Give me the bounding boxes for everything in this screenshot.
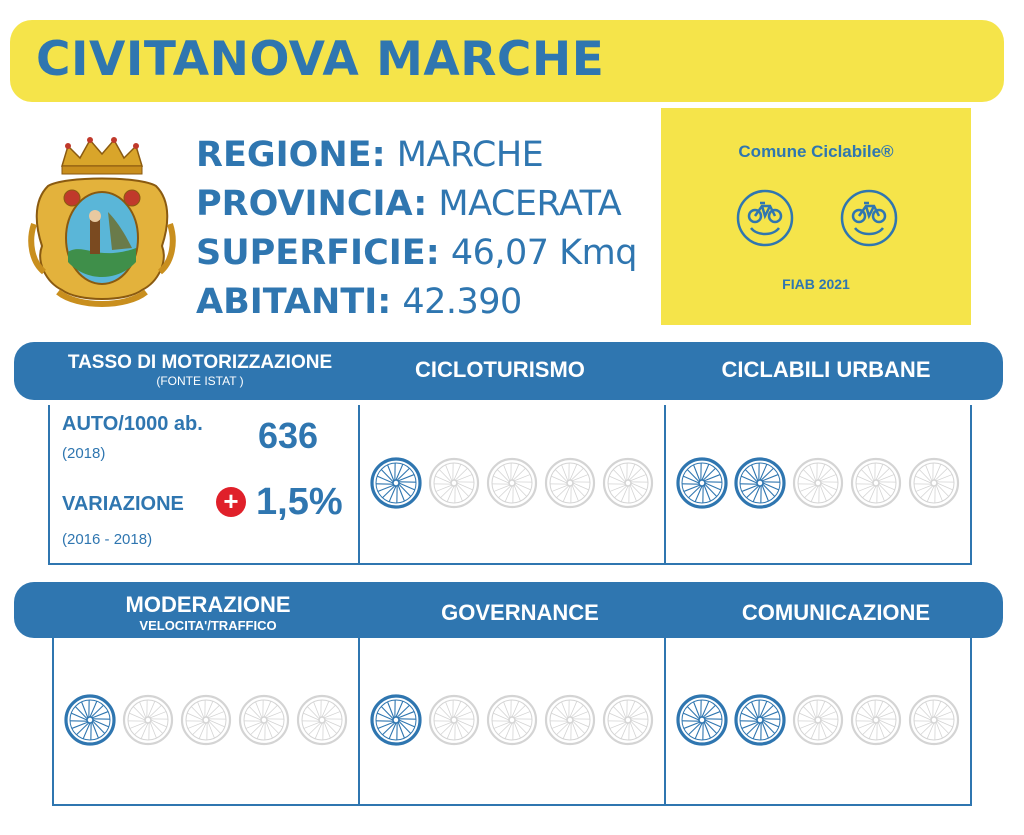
header-ciclabili-urbane: CICLABILI URBANE [721,357,931,382]
wheel-icon-inactive [122,694,174,746]
info-value: 46,07 Kmq [450,233,637,273]
rating-comunicazione [676,694,966,746]
cell-governance [358,638,666,806]
wheel-icon-inactive [602,457,654,509]
info-provincia [196,181,621,227]
wheel-icon-inactive [602,694,654,746]
header-governance: GOVERNANCE [441,600,599,625]
cell-motorizzazione [48,405,360,565]
wheel-icon-inactive [850,457,902,509]
header-comunicazione: COMUNICAZIONE [741,600,931,625]
wheel-icon-inactive [792,457,844,509]
coat-of-arms-icon [28,132,176,308]
info-superficie [196,230,637,276]
wheel-icon-inactive [238,694,290,746]
wheel-icon-inactive [908,694,960,746]
wheel-icon-inactive [296,694,348,746]
header-cicloturismo: CICLOTURISMO [415,357,585,382]
comune-ciclabile-badge [661,108,971,325]
wheel-icon-active [676,694,728,746]
header-motorizzazione-sub: (FONTE ISTAT ) [156,374,244,388]
wheel-icon-inactive [486,694,538,746]
info-label: PROVINCIA: [196,184,428,224]
auto-label: AUTO/1000 ab. [62,413,203,435]
wheel-icon-inactive [544,694,596,746]
wheel-icon-active [370,694,422,746]
header-motorizzazione: TASSO DI MOTORIZZAZIONE [67,352,333,373]
cell-comunicazione [664,638,972,806]
cell-ciclabili-urbane [664,405,972,565]
rating-cicloturismo [370,457,660,509]
section-header-band-2 [14,582,1003,638]
cell-moderazione [52,638,360,806]
page-title: CIVITANOVA MARCHE [36,32,605,87]
info-value: MACERATA [438,184,622,224]
variazione-label: VARIAZIONE [62,493,184,515]
wheel-icon-inactive [428,694,480,746]
header-moderazione: MODERAZIONE [125,592,291,617]
badge-title: Comune Ciclabile® [738,142,894,161]
variazione-value: 1,5% [256,481,343,523]
wheel-icon-inactive [908,457,960,509]
auto-year: (2018) [62,445,106,462]
wheel-icon-active [370,457,422,509]
header-moderazione-sub: VELOCITA'/TRAFFICO [139,618,277,633]
section-header-band-1 [14,342,1003,400]
smiling-bike-icon [839,188,899,248]
wheel-icon-active [64,694,116,746]
info-regione [196,132,543,178]
wheel-icon-active [734,457,786,509]
rating-moderazione [64,694,354,746]
wheel-icon-inactive [428,457,480,509]
plus-icon: + [216,487,246,517]
rating-ciclabili-urbane [676,457,966,509]
wheel-icon-inactive [180,694,232,746]
auto-value: 636 [258,415,319,456]
rating-governance [370,694,660,746]
info-value: 42.390 [402,282,522,322]
info-label: REGIONE: [196,135,386,175]
wheel-icon-active [676,457,728,509]
wheel-icon-inactive [544,457,596,509]
cell-cicloturismo [358,405,666,565]
info-abitanti [196,279,522,325]
info-value: MARCHE [396,135,544,175]
smiling-bike-icon [735,188,795,248]
wheel-icon-inactive [486,457,538,509]
info-label: SUPERFICIE: [196,233,440,273]
info-label: ABITANTI: [196,282,392,322]
wheel-icon-inactive [792,694,844,746]
badge-year: FIAB 2021 [782,276,850,292]
wheel-icon-inactive [850,694,902,746]
wheel-icon-active [734,694,786,746]
variazione-years: (2016 - 2018) [62,531,153,548]
